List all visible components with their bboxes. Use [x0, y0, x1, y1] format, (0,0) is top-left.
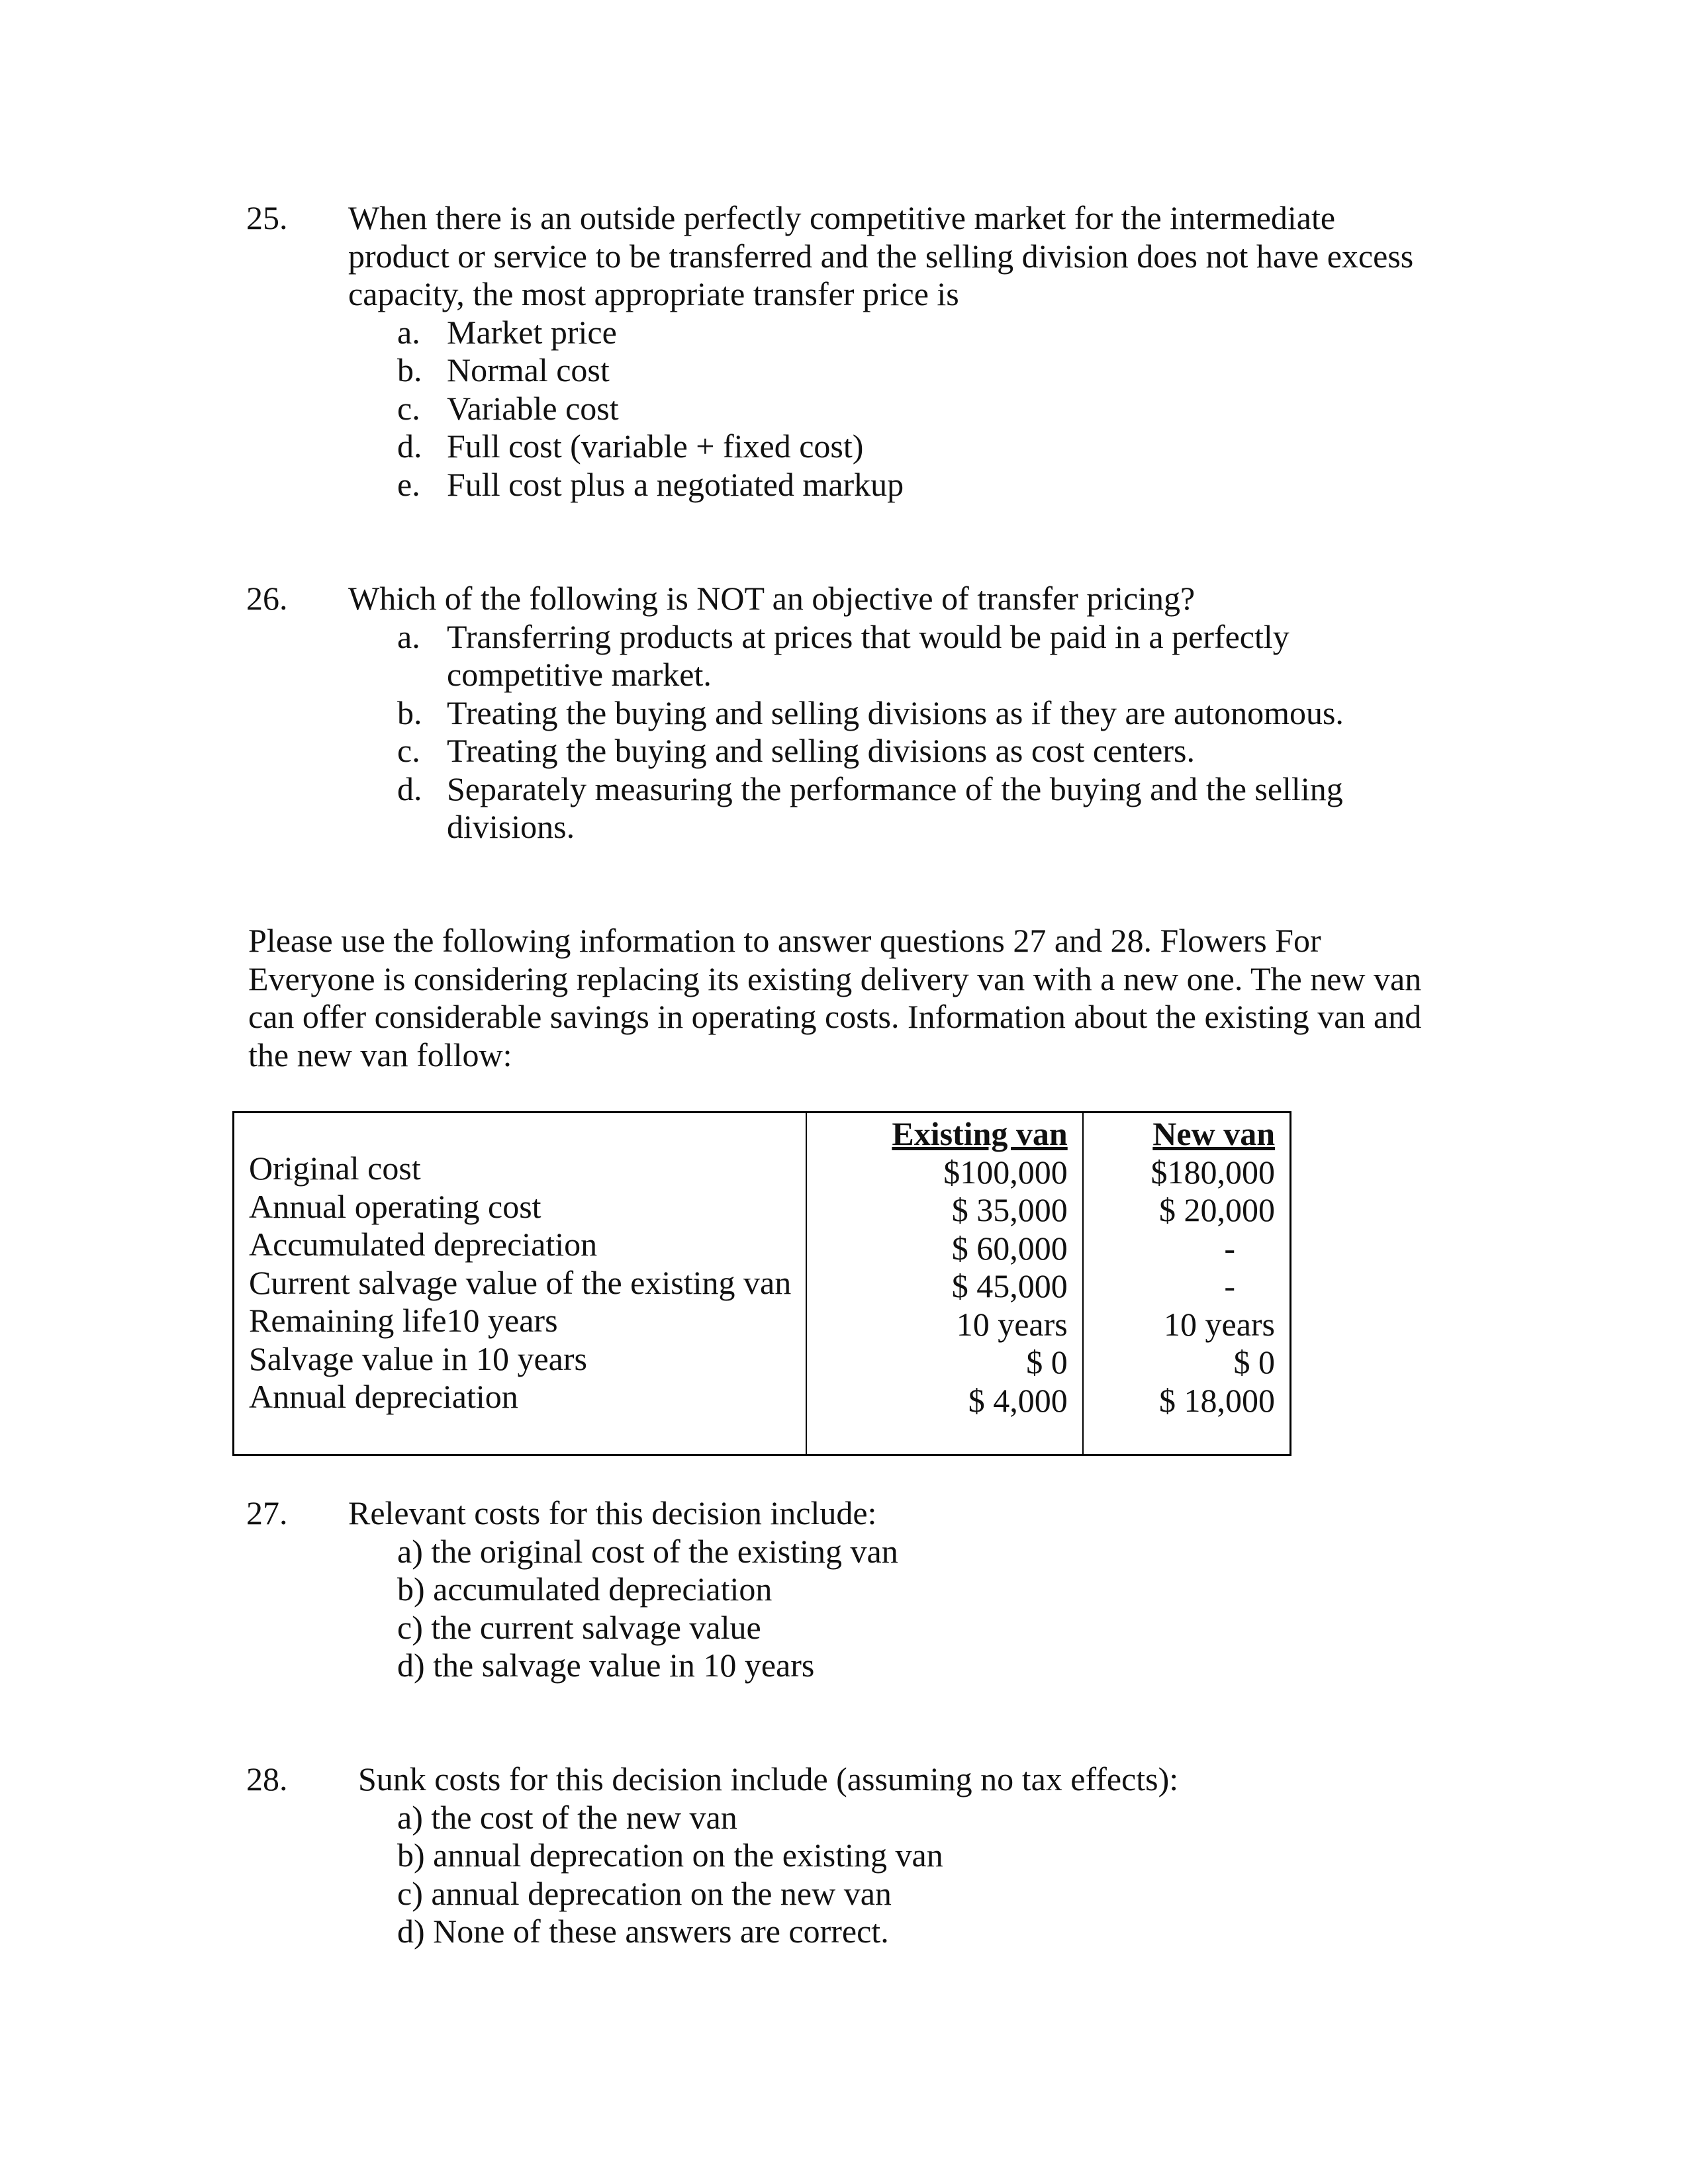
intro-line: Everyone is considering replacing its existing delivery van with a new one. The new van: [248, 960, 1422, 997]
cell: $ 0: [1233, 1343, 1275, 1381]
column-header-existing: Existing van: [892, 1115, 1068, 1152]
question-number: 28.: [246, 1760, 288, 1797]
column-header-new: New van: [1152, 1115, 1275, 1152]
row-labels: [234, 1113, 807, 1455]
option-a: a) the cost of the new van: [397, 1798, 737, 1836]
intro-line: can offer considerable savings in operating costs. Information about the existing van and: [248, 998, 1422, 1035]
option-c: c) the current salvage value: [397, 1608, 761, 1646]
question-text-line: product or service to be transferred and the selling division does not have excess: [348, 237, 1414, 275]
option-c: [397, 390, 1390, 428]
option-letter: d.: [397, 770, 422, 807]
option-b: [397, 351, 1390, 390]
cell: 10 years: [956, 1305, 1068, 1343]
option-text: Separately measuring the performance of the buying and the selling: [447, 770, 1343, 807]
cell: $100,000: [943, 1153, 1068, 1191]
option-text: Variable cost: [447, 389, 619, 427]
option-c: [397, 732, 1456, 770]
row-label: Accumulated depreciation: [249, 1226, 598, 1263]
row-label: Original cost: [249, 1150, 421, 1187]
row-label: Annual operating cost: [249, 1187, 541, 1225]
option-letter: a.: [397, 313, 420, 351]
question-text: Sunk costs for this decision include (assuming no tax effects):: [358, 1760, 1179, 1797]
option-a-cont: [397, 656, 1456, 694]
question-text: Which of the following is NOT an objective of transfer pricing?: [348, 580, 1196, 617]
option-c: c) annual deprecation on the new van: [397, 1874, 892, 1912]
van-comparison-table: [232, 1111, 1291, 1456]
row-label: Annual depreciation: [249, 1378, 518, 1415]
option-d: d) the salvage value in 10 years: [397, 1647, 815, 1684]
question-number: 27.: [246, 1494, 288, 1531]
cell: $ 4,000: [968, 1381, 1068, 1419]
option-b: b) accumulated depreciation: [397, 1570, 773, 1608]
option-letter: c.: [397, 732, 420, 769]
option-a: a) the original cost of the existing van: [397, 1532, 898, 1570]
option-b: [397, 694, 1456, 733]
option-d: [397, 428, 1390, 466]
option-text: divisions.: [447, 808, 575, 845]
option-d: [397, 770, 1456, 809]
cell: $ 0: [1026, 1343, 1068, 1381]
cell: $ 18,000: [1159, 1381, 1275, 1419]
cell: $ 45,000: [951, 1267, 1068, 1304]
question-text: Relevant costs for this decision include:: [348, 1494, 877, 1531]
question-number: 25.: [246, 199, 288, 236]
option-letter: a.: [397, 617, 420, 655]
option-letter: c.: [397, 389, 420, 427]
cell: $ 35,000: [951, 1191, 1068, 1228]
option-b: b) annual deprecation on the existing van: [397, 1837, 943, 1874]
option-text: Full cost (variable + fixed cost): [447, 428, 864, 465]
option-text: competitive market.: [447, 656, 712, 693]
option-text: Normal cost: [447, 351, 610, 388]
intro-line: the new van follow:: [248, 1036, 512, 1073]
row-label: Remaining life10 years: [249, 1302, 558, 1339]
cell: -: [1224, 1267, 1235, 1304]
option-letter: b.: [397, 351, 422, 388]
option-text: Market price: [447, 313, 617, 351]
option-letter: b.: [397, 694, 422, 731]
new-van-column: [1083, 1113, 1291, 1455]
option-letter: d.: [397, 428, 422, 465]
option-text: Transferring products at prices that would be paid in a perfectly: [447, 617, 1289, 655]
cell: $ 60,000: [951, 1229, 1068, 1267]
option-d: d) None of these answers are correct.: [397, 1913, 889, 1950]
option-text: Treating the buying and selling divisions as cost centers.: [447, 732, 1195, 769]
row-label: Salvage value in 10 years: [249, 1340, 587, 1377]
option-text: Treating the buying and selling divisions as if they are autonomous.: [447, 694, 1344, 731]
cell: -: [1224, 1229, 1235, 1267]
option-letter: e.: [397, 465, 420, 503]
option-d-cont: [397, 808, 1456, 846]
option-e: [397, 466, 1390, 504]
intro-line: Please use the following information to answer questions 27 and 28. Flowers For: [248, 922, 1321, 959]
question-text-line: When there is an outside perfectly competitive market for the intermediate: [348, 199, 1336, 236]
cell: $ 20,000: [1159, 1191, 1275, 1228]
cell: 10 years: [1164, 1305, 1275, 1343]
existing-van-column: [806, 1113, 1083, 1455]
question-number: 26.: [246, 580, 288, 617]
question-text-line: capacity, the most appropriate transfer price is: [348, 275, 959, 312]
cell: $180,000: [1150, 1153, 1275, 1191]
option-text: Full cost plus a negotiated markup: [447, 465, 904, 503]
option-a: [397, 618, 1456, 657]
row-label: Current salvage value of the existing van: [249, 1263, 792, 1301]
intro-paragraph: [248, 922, 1440, 1074]
option-a: [397, 314, 1390, 352]
